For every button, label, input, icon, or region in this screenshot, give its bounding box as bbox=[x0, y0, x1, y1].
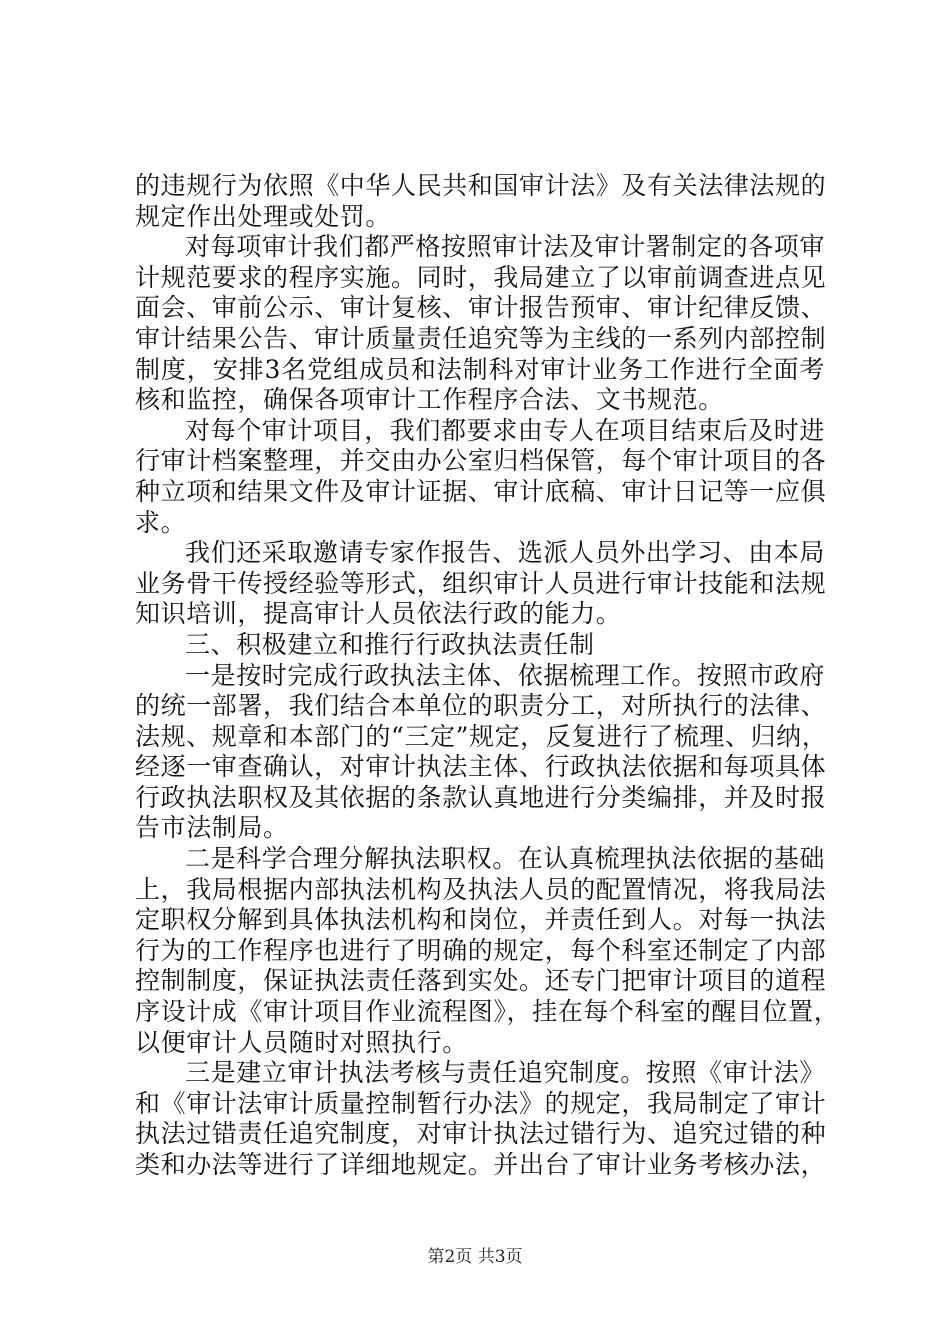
text-line: 种立项和结果文件及审计证据、审计底稿、审计日记等一应俱 bbox=[135, 476, 827, 506]
text-line: 以便审计人员随时对照执行。 bbox=[135, 1027, 468, 1057]
text-line: 二是科学合理分解执法职权。在认真梳理执法依据的基础 bbox=[185, 844, 826, 874]
text-line: 计规范要求的程序实施。同时，我局建立了以审前调查进点见 bbox=[135, 262, 827, 292]
text-line: 序设计成《审计项目作业流程图》，挂在每个科室的醒目位置， bbox=[135, 997, 840, 1027]
text-line: 行审计档案整理，并交由办公室归档保管，每个审计项目的各 bbox=[135, 446, 827, 476]
text-line: 告市法制局。 bbox=[135, 813, 289, 843]
text-line: 规定作出处理或处罚。 bbox=[135, 201, 392, 231]
text-line: 法规、规章和本部门的“三定”规定，反复进行了梳理、归纳， bbox=[135, 721, 828, 751]
text-line: 对每个审计项目，我们都要求由专人在项目结束后及时进 bbox=[185, 415, 826, 445]
document-body bbox=[135, 171, 840, 1181]
text-line: 对每项审计我们都严格按照审计法及审计署制定的各项审 bbox=[185, 232, 826, 262]
text-line: 行政执法职权及其依据的条款认真地进行分类编排，并及时报 bbox=[135, 782, 827, 812]
text-line: 审计结果公告、审计质量责任追究等为主线的一系列内部控制 bbox=[135, 323, 827, 353]
text-line: 制度，安排3名党组成员和法制科对审计业务工作进行全面考 bbox=[135, 354, 825, 384]
text-line: 控制制度，保证执法责任落到实处。还专门把审计项目的道程 bbox=[135, 966, 827, 996]
text-line: 类和办法等进行了详细地规定。并出台了审计业务考核办法， bbox=[135, 1150, 827, 1179]
text-line: 一是按时完成行政执法主体、依据梳理工作。按照市政府 bbox=[185, 660, 826, 690]
text-line: 面会、审前公示、审计复核、审计报告预审、审计纪律反馈、 bbox=[135, 293, 827, 323]
text-line: 经逐一审查确认，对审计执法主体、行政执法依据和每项具体 bbox=[135, 752, 827, 782]
text-line: 的统一部署，我们结合本单位的职责分工，对所执行的法律、 bbox=[135, 691, 827, 721]
text-line: 的违规行为依照《中华人民共和国审计法》及有关法律法规的 bbox=[135, 171, 827, 200]
text-line: 和《审计法审计质量控制暂行办法》的规定，我局制定了审计 bbox=[135, 1088, 827, 1118]
text-line: 执法过错责任追究制度，对审计执法过错行为、追究过错的种 bbox=[135, 1119, 827, 1149]
text-line: 行为的工作程序也进行了明确的规定，每个科室还制定了内部 bbox=[135, 935, 827, 965]
text-line: 知识培训，提高审计人员依法行政的能力。 bbox=[135, 599, 622, 629]
text-line: 求。 bbox=[135, 507, 187, 537]
text-line: 三、积极建立和推行行政执法责任制 bbox=[185, 629, 595, 659]
text-line: 定职权分解到具体执法机构和岗位，并责任到人。对每一执法 bbox=[135, 905, 827, 935]
text-line: 上，我局根据内部执法机构及执法人员的配置情况，将我局法 bbox=[135, 874, 827, 904]
text-line: 业务骨干传授经验等形式，组织审计人员进行审计技能和法规 bbox=[135, 568, 827, 598]
page-footer: 第2页 共3页 bbox=[427, 1247, 523, 1267]
text-line: 三是建立审计执法考核与责任追究制度。按照《审计法》 bbox=[185, 1058, 826, 1088]
text-line: 核和监控，确保各项审计工作程序合法、文书规范。 bbox=[135, 385, 724, 415]
text-line: 我们还采取邀请专家作报告、选派人员外出学习、由本局 bbox=[185, 538, 826, 568]
